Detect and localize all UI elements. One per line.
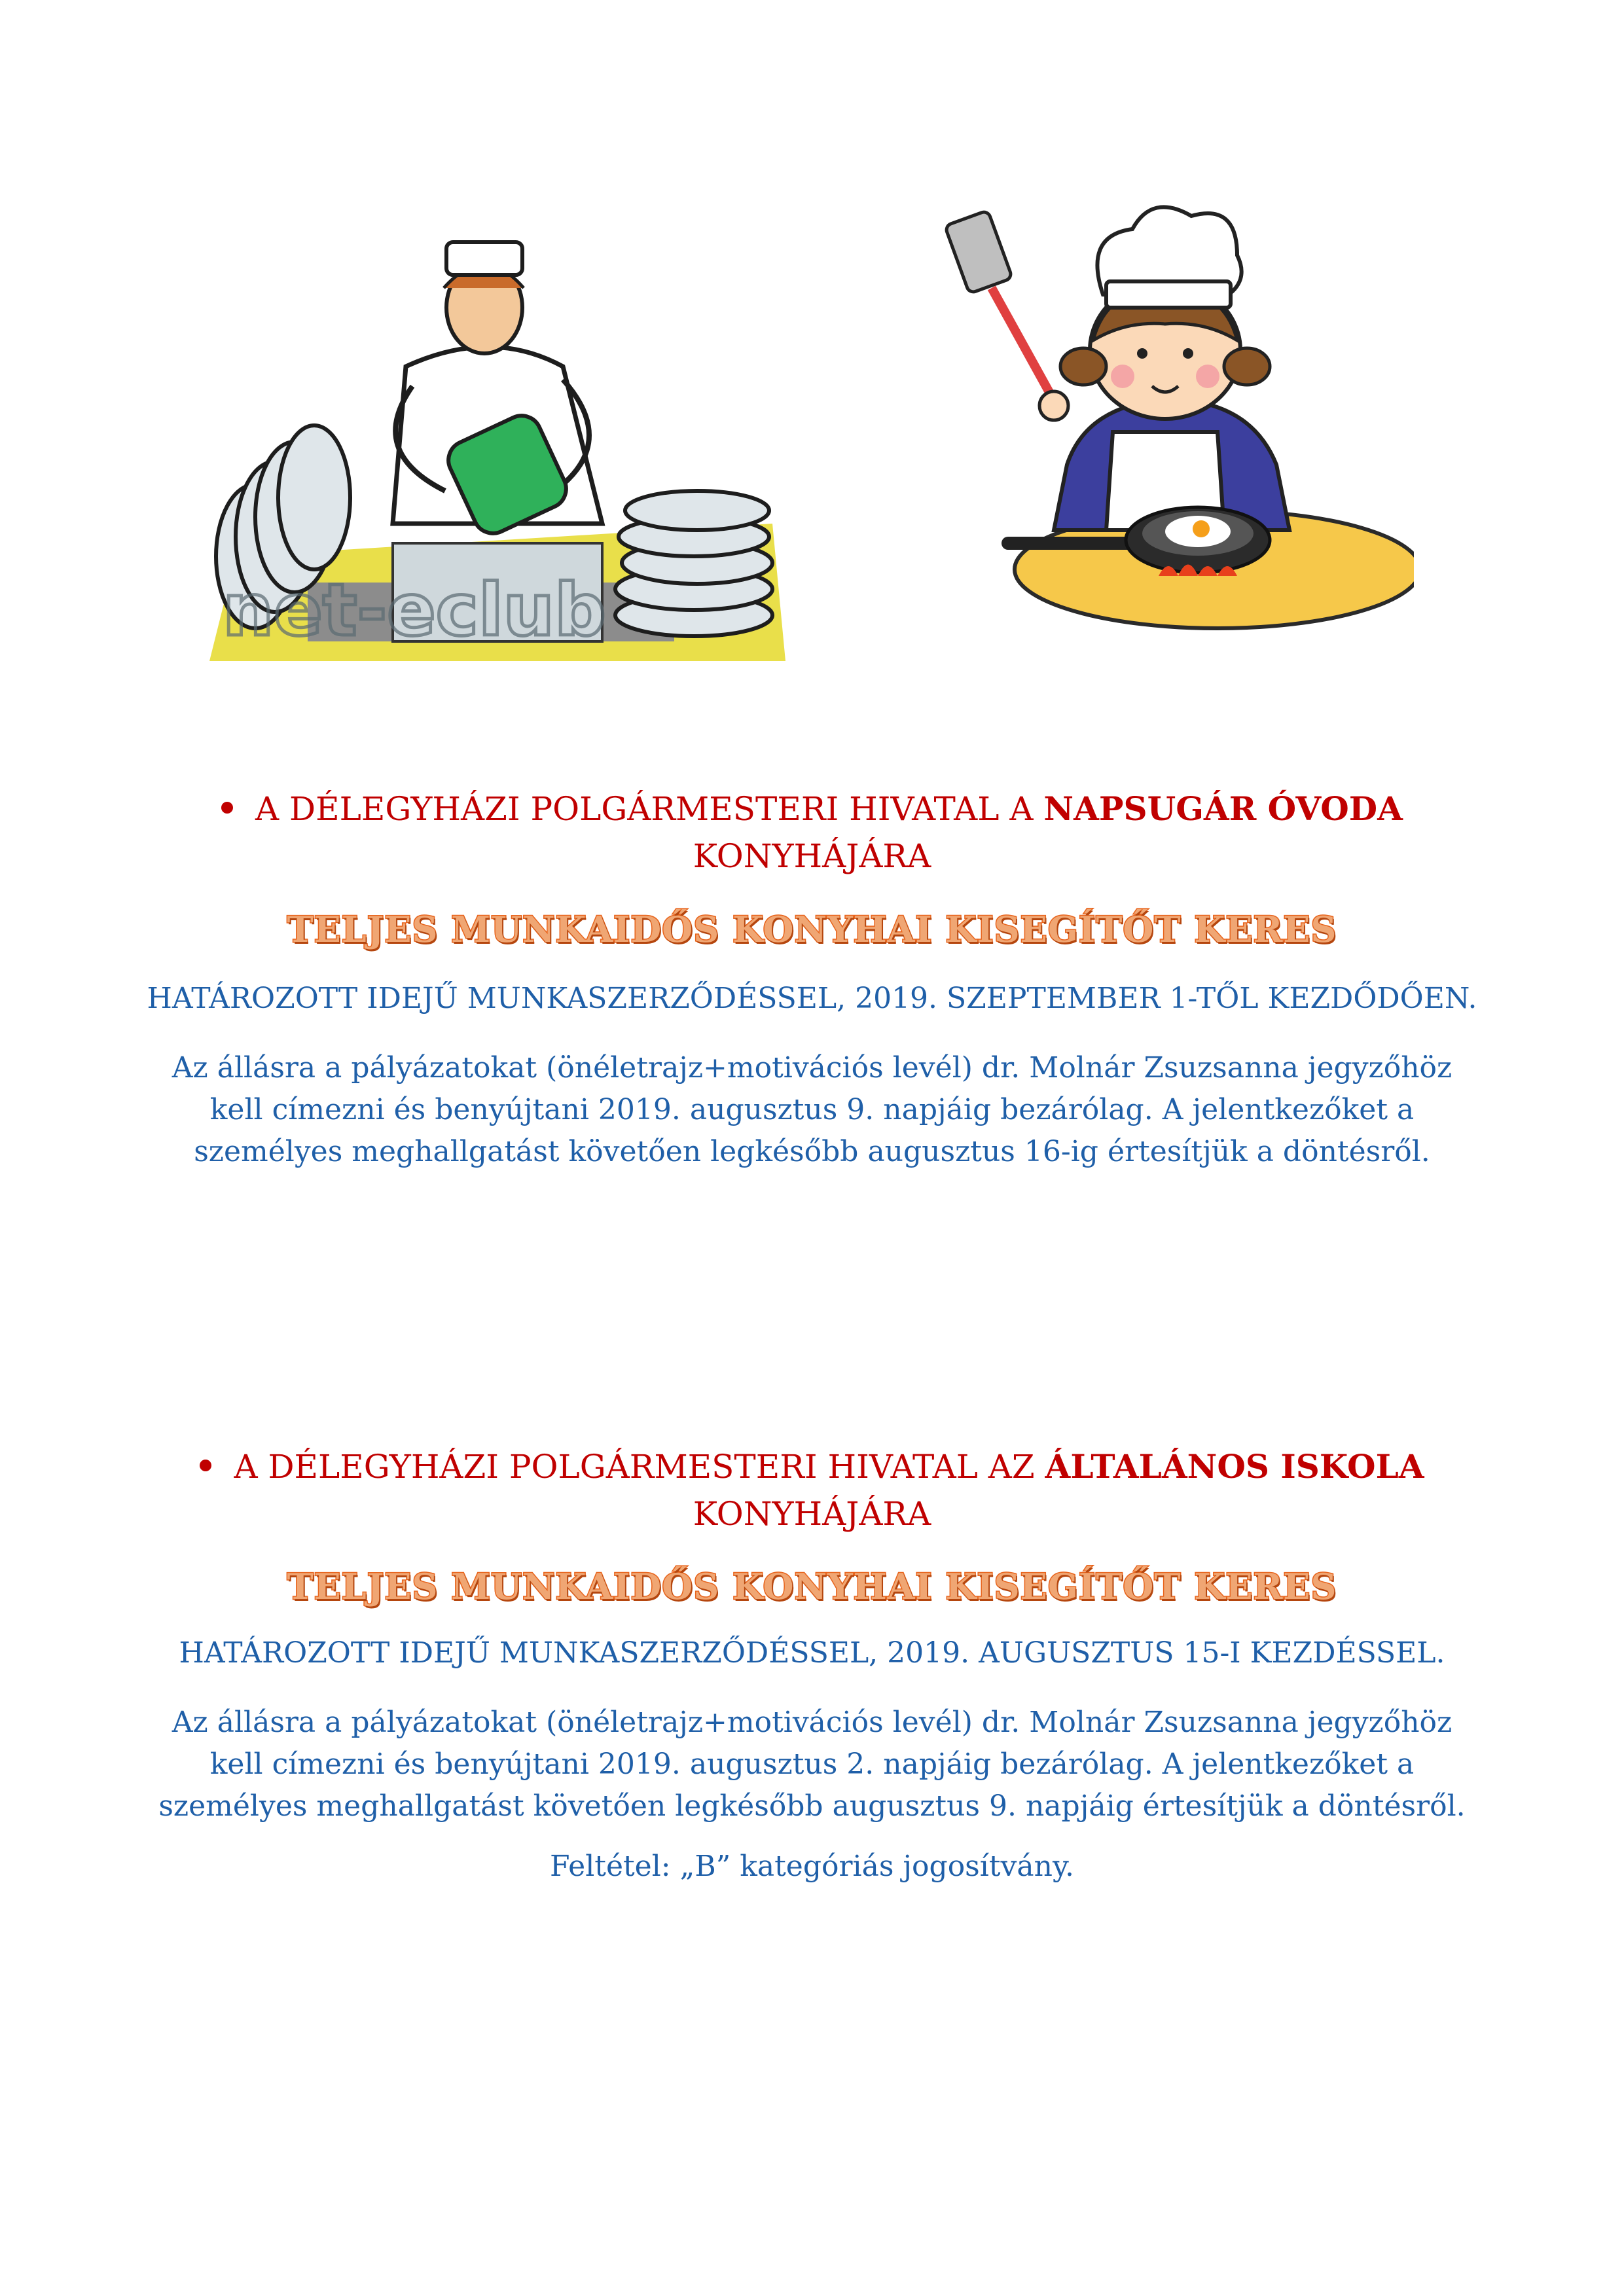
- ad2-heading-institution: ÁLTALÁNOS ISKOLA: [1045, 1447, 1424, 1486]
- ad1-body: [0, 1047, 1624, 1173]
- bullet-icon: [221, 802, 233, 814]
- bullet-icon: [200, 1460, 211, 1471]
- ad2-condition: Feltétel: „B” kategóriás jogosítvány.: [550, 1850, 1074, 1883]
- ad2-body-line2: kell címezni és benyújtani 2019. augusztus 2. napjáig bezárólag. A jelentkezőket a: [209, 1748, 1415, 1781]
- ad2-heading: [0, 1443, 1624, 1537]
- ad2-heading-prefix: A DÉLEGYHÁZI POLGÁRMESTERI HIVATAL AZ: [234, 1448, 1045, 1486]
- dishwasher-illustration-icon: [196, 216, 792, 661]
- ad1-contract: HATÁROZOTT IDEJŰ MUNKASZERZŐDÉSSEL, 2019. SZEPTEMBER 1-TŐL KEZDŐDŐEN.: [147, 982, 1477, 1015]
- ad1-body-line2: kell címezni és benyújtani 2019. augusztus 9. napjáig bezárólag. A jelentkezőket a: [209, 1093, 1415, 1126]
- ad1-heading: [0, 785, 1624, 880]
- ad1-heading-line2: KONYHÁJÁRA: [693, 837, 931, 875]
- ad2-body-line1: Az állásra a pályázatokat (önéletrajz+motivációs levél) dr. Molnár Zsuzsanna jegyzőhöz: [171, 1706, 1453, 1739]
- ad1-heading-prefix: A DÉLEGYHÁZI POLGÁRMESTERI HIVATAL A: [255, 790, 1044, 828]
- ad2-contract: HATÁROZOTT IDEJŰ MUNKASZERZŐDÉSSEL, 2019. AUGUSZTUS 15-I KEZDÉSSEL.: [179, 1636, 1445, 1670]
- ad1-heading-institution: NAPSUGÁR ÓVODA: [1043, 789, 1403, 828]
- chef-girl-cooking-icon: [943, 190, 1414, 661]
- ad2-body-line3: személyes meghallgatást követően legkésőbb augusztus 9. napjáig értesítjük a döntésről.: [158, 1789, 1466, 1823]
- ad1-banner: TELJES MUNKAIDŐS KONYHAI KISEGÍTŐT KERES: [287, 908, 1337, 950]
- ad2-body: [0, 1702, 1624, 1827]
- ad2-banner: TELJES MUNKAIDŐS KONYHAI KISEGÍTŐT KERES: [287, 1566, 1337, 1607]
- ad2-heading-line2: KONYHÁJÁRA: [693, 1495, 931, 1533]
- svg-text:net-eclub: net-eclub: [223, 568, 606, 652]
- ad1-body-line1: Az állásra a pályázatokat (önéletrajz+motivációs levél) dr. Molnár Zsuzsanna jegyzőhöz: [171, 1051, 1453, 1085]
- ad1-body-line3: személyes meghallgatást követően legkésőbb augusztus 16-ig értesítjük a döntésről.: [194, 1135, 1430, 1168]
